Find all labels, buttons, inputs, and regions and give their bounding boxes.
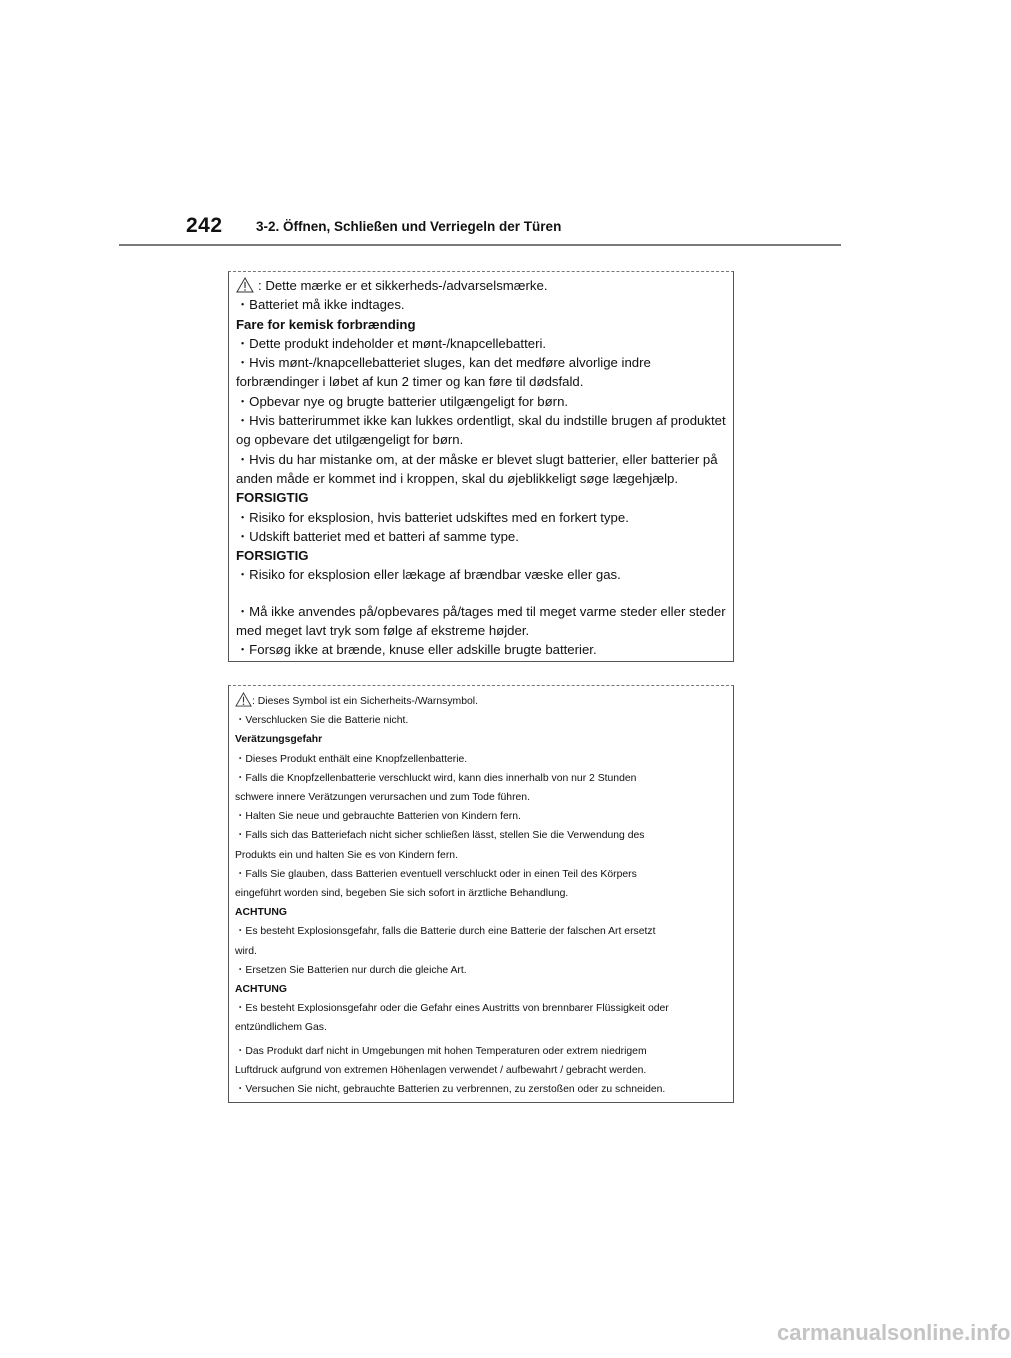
continuation-line: eingeführt worden sind, begeben Sie sich sofort in ärztliche Behandlung. — [235, 888, 569, 900]
caution-heading: FORSIGTIG — [236, 490, 309, 506]
caution-heading: FORSIGTIG — [236, 548, 309, 564]
continuation-line: og opbevare det utilgængeligt for børn. — [236, 432, 464, 448]
bullet-line: ・Verschlucken Sie die Batterie nicht. — [235, 715, 409, 727]
bullet-line: ・Forsøg ikke at brænde, knuse eller adskille brugte batterier. — [236, 642, 597, 658]
bullet-line: ・Falls die Knopfzellenbatterie verschluckt wird, kann dies innerhalb von nur 2 Stunden — [235, 772, 637, 784]
caution-heading: ACHTUNG — [235, 984, 287, 996]
bullet-line: ・Versuchen Sie nicht, gebrauchte Batterien zu verbrennen, zu zerstoßen oder zu schneiden. — [235, 1084, 666, 1096]
page-number: 242 — [186, 214, 223, 237]
section-title: 3-2. Öffnen, Schließen und Verriegeln der Türen — [256, 219, 562, 234]
symbol-note-text: : Dette mærke er et sikkerheds-/advarselsmærke. — [258, 278, 548, 293]
continuation-line: Produkts ein und halten Sie es von Kindern fern. — [235, 849, 458, 861]
bullet-line: ・Falls sich das Batteriefach nicht sicher schließen lässt, stellen Sie die Verwendung des — [235, 830, 645, 842]
bullet-line: ・Risiko for eksplosion, hvis batteriet udskiftes med en forkert type. — [236, 509, 629, 525]
symbol-note-line — [236, 276, 733, 295]
bullet-line: ・Es besteht Explosionsgefahr, falls die Batterie durch eine Batterie der falschen Art ersetzt — [235, 926, 656, 938]
bullet-line: ・Hvis batterirummet ikke kan lukkes ordentligt, skal du indstille brugen af produktet — [236, 413, 726, 429]
continuation-line: schwere innere Verätzungen verursachen und zum Tode führen. — [235, 792, 530, 804]
bullet-line: ・Hvis mønt-/knapcellebatteriet sluges, kan det medføre alvorlige indre — [236, 355, 651, 371]
bullet-line: ・Dieses Produkt enthält eine Knopfzellenbatterie. — [235, 753, 468, 765]
continuation-line: med meget lavt tryk som følge af ekstreme højder. — [236, 623, 530, 639]
bullet-line: ・Ersetzen Sie Batterien nur durch die gleiche Art. — [235, 964, 467, 976]
continuation-line: anden måde er kommet ind i kroppen, skal du øjeblikkeligt søge lægehjælp. — [236, 470, 679, 486]
continuation-line: wird. — [235, 945, 257, 957]
header-rule — [119, 244, 841, 246]
warning-triangle-icon — [235, 692, 252, 707]
bullet-line: ・Dette produkt indeholder et mønt-/knapcellebatteri. — [236, 335, 547, 351]
bullet-line: ・Risiko for eksplosion eller lækage af brændbar væske eller gas. — [236, 567, 621, 583]
continuation-line: entzündlichem Gas. — [235, 1022, 327, 1034]
bullet-line: ・Es besteht Explosionsgefahr oder die Gefahr eines Austritts von brennbarer Flüssigkeit oder — [235, 1003, 669, 1015]
warning-heading: Verätzungsgefahr — [235, 734, 323, 746]
warning-heading: Fare for kemisk forbrænding — [236, 316, 416, 332]
german-warning-box — [228, 685, 734, 1103]
watermark: carmanualsonline.info — [777, 1320, 1011, 1345]
bullet-line: ・Hvis du har mistanke om, at der måske er blevet slugt batterier, eller batterier på — [236, 451, 718, 467]
bullet-line: ・Falls Sie glauben, dass Batterien eventuell verschluckt oder in einen Teil des Körpers — [235, 868, 637, 880]
symbol-note-line — [235, 692, 733, 711]
warning-triangle-icon — [236, 277, 254, 293]
bullet-line: ・Opbevar nye og brugte batterier utilgængeligt for børn. — [236, 393, 569, 409]
symbol-note-text: : Dieses Symbol ist ein Sicherheits-/Warnsymbol. — [252, 696, 478, 707]
caution-heading: ACHTUNG — [235, 907, 287, 919]
bullet-line: ・Das Produkt darf nicht in Umgebungen mit hohen Temperaturen oder extrem niedrigem — [235, 1045, 647, 1057]
bullet-line: ・Halten Sie neue und gebrauchte Batterien von Kindern fern. — [235, 811, 521, 823]
bullet-line: ・Udskift batteriet med et batteri af samme type. — [236, 528, 519, 544]
continuation-line: forbrændinger i løbet af kun 2 timer og kan føre til dødsfald. — [236, 374, 584, 390]
bullet-line: ・Batteriet må ikke indtages. — [236, 297, 405, 313]
danish-warning-box — [228, 271, 734, 662]
continuation-line: Luftdruck aufgrund von extremen Höhenlagen verwendet / aufbewahrt / gebracht werden. — [235, 1064, 647, 1076]
bullet-line: ・Må ikke anvendes på/opbevares på/tages med til meget varme steder eller steder — [236, 603, 726, 619]
